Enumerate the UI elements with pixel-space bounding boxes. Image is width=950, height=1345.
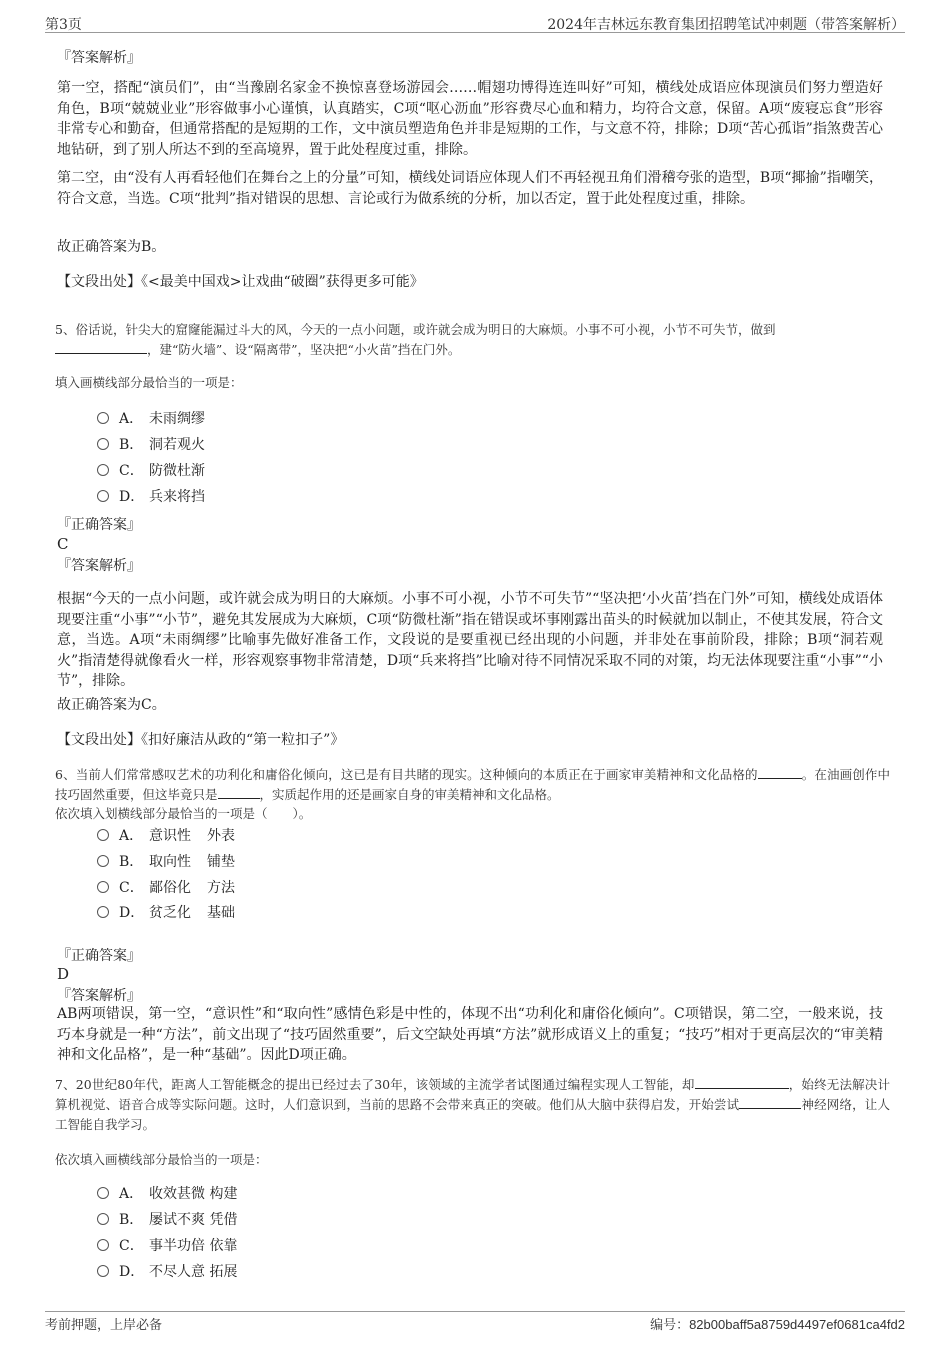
q5-analysis: 根据“今天的一点小问题，或许就会成为明日的大麻烦。小事不可小视，小节不可失节”“坚决把‘小火苗’挡在门外”可知，横线处成语体现要注重“小事”“小节”，避免其发展成为大麻烦，C项“防微杜渐”指在错误或坏事刚露出苗头的时候就加以制止，不使其发展，符合文意，当选。A项“未雨绸缪”比喻事先做好准备工作，文段说的是要重视已经出现的小问题，并非处在事前阶段，排除；B项“洞若观火”指清楚得就像看火一样，形容观察事物非常清楚，D项“兵来将挡”比喻对待不同情况采取不同的对策，均无法体现要注重“小事”“小节”，排除。 [57, 591, 883, 689]
q4-source: 【文段出处】《<最美中国戏>让戏曲“破圈”获得更多可能》 [57, 274, 424, 290]
q7-stem-a: 7、20世纪80年代，距离人工智能概念的提出已经过去了30年，该领域的主流学者试图通过编程实现人工智能，却 [55, 1077, 695, 1092]
option-text: 洞若观火 [149, 437, 205, 453]
option-text: 防微杜渐 [149, 463, 205, 479]
q4-conclusion: 故正确答案为B。 [57, 239, 166, 255]
option-key: D． [119, 905, 145, 921]
option-key: D． [119, 489, 145, 505]
q7-prompt: 依次填入画横线部分最恰当的一项是： [55, 1152, 268, 1167]
option-key: A． [119, 828, 144, 844]
radio-icon[interactable] [97, 1213, 109, 1225]
option-text: 收效甚微 构建 [149, 1186, 238, 1202]
option-key: A． [119, 1186, 144, 1202]
option-word-2: 方法 [207, 880, 235, 896]
document-code-label: 编号： [650, 1318, 690, 1333]
radio-icon[interactable] [97, 881, 109, 893]
q6-option-b[interactable] [97, 851, 235, 873]
q7-option-b[interactable] [97, 1209, 237, 1231]
option-word-2: 铺垫 [207, 854, 235, 870]
q5-option-c[interactable] [97, 460, 205, 482]
option-key: C． [119, 880, 144, 896]
radio-icon[interactable] [97, 1187, 109, 1199]
q5-analysis-label: 『答案解析』 [57, 558, 141, 574]
q6-analysis-label: 『答案解析』 [57, 988, 141, 1004]
q6-prompt: 依次填入划横线部分最恰当的一项是（ ）。 [55, 806, 312, 821]
q6-stem-a: 6、当前人们常常感叹艺术的功利化和庸俗化倾向，这已是有目共睹的现实。这种倾向的本质正在于画家审美精神和文化品格的 [55, 767, 758, 782]
q5-blank [55, 341, 147, 354]
q6-blank-1 [758, 766, 802, 779]
option-word-1: 取向性 [149, 854, 191, 870]
q5-stem-b: ，建“防火墙”、设“隔离带”，坚决把“小火苗”挡在门外。 [147, 342, 461, 357]
q5-correct-label: 『正确答案』 [57, 517, 141, 533]
q6-correct-answer: D [57, 965, 70, 983]
document-code-value: 82b00baff5a8759d4497ef0681ca4fd2 [689, 1317, 905, 1332]
option-text: 事半功倍 依靠 [149, 1238, 238, 1254]
q6-option-a[interactable] [97, 825, 235, 847]
q5-prompt: 填入画横线部分最恰当的一项是： [55, 375, 243, 390]
option-word-1: 鄙俗化 [149, 880, 191, 896]
q6-analysis: AB两项错误，第一空，“意识性”和“取向性”感情色彩是中性的，体现不出“功利化和庸俗化倾向”。C项错误，第二空，一般来说，技巧本身就是一种“方法”，前文出现了“技巧固然重要”，后文空缺处再填“方法”就形成语义上的重复；“技巧”相对于更高层次的“审美精神和文化品格”，是一种“基础”。因此D项正确。 [57, 1006, 883, 1063]
q6-option-c[interactable] [97, 877, 235, 899]
q4-analysis-p1: 第一空，搭配“演员们”，由“当豫剧名家金不换惊喜登场游园会……帽翅功博得连连叫好”可知，横线处成语应体现演员们努力塑造好角色，B项“兢兢业业”形容做事小心谨慎，认真踏实，C项“呕心沥血”形容费尽心血和精力，均符合文意，保留。A项“废寝忘食”形容非常专心和勤奋，但通常搭配的是短期的工作，文中演员塑造角色并非是短期的工作，与文意不符，排除；D项“苦心孤诣”指煞费苦心地钻研，到了别人所达不到的至高境界，置于此处程度过重，排除。 [57, 80, 883, 158]
footer-slogan: 考前押题，上岸必备 [45, 1318, 163, 1333]
q5-option-b[interactable] [97, 434, 205, 456]
option-key: C． [119, 463, 144, 479]
q6-correct-label: 『正确答案』 [57, 948, 141, 964]
radio-icon[interactable] [97, 464, 109, 476]
option-word-1: 贫乏化 [149, 905, 191, 921]
q5-option-d[interactable] [97, 486, 205, 508]
q7-stem-c: 神经网络，让人工智能自我学习。 [55, 1097, 890, 1132]
page-number: 第3页 [45, 17, 82, 33]
option-key: C． [119, 1238, 144, 1254]
option-key: B． [119, 854, 144, 870]
option-word-2: 基础 [207, 905, 235, 921]
q5-correct-answer: C [57, 535, 69, 553]
q7-stem-b: ，始终无法解决计算机视觉、语音合成等实际问题。这时，人们意识到，当前的思路不会带来真正的突破。他们从大脑中获得启发，开始尝试 [55, 1077, 890, 1112]
radio-icon[interactable] [97, 855, 109, 867]
q4-analysis-p2: 第二空，由“没有人再看轻他们在舞台之上的分量”可知，横线处词语应体现人们不再轻视丑角们滑稽夸张的造型，B项“揶揄”指嘲笑，符合文意，当选。C项“批判”指对错误的思想、言论或行为做系统的分析，加以否定，置于此处程度过重，排除。 [57, 170, 883, 207]
option-word-2: 外表 [207, 828, 235, 844]
q5-option-a[interactable] [97, 408, 205, 430]
option-key: B． [119, 437, 144, 453]
radio-icon[interactable] [97, 412, 109, 424]
radio-icon[interactable] [97, 490, 109, 502]
radio-icon[interactable] [97, 1265, 109, 1277]
radio-icon[interactable] [97, 829, 109, 841]
q5-conclusion: 故正确答案为C。 [57, 697, 166, 713]
header-divider [45, 32, 905, 33]
option-text: 屡试不爽 凭借 [149, 1212, 238, 1228]
q6-option-d[interactable] [97, 902, 235, 924]
q6-blank-2 [218, 786, 260, 799]
q5-stem [55, 320, 890, 360]
option-key: A． [119, 411, 144, 427]
document-title: 2024年吉林远东教育集团招聘笔试冲刺题（带答案解析） [547, 17, 905, 33]
document-code [650, 1314, 905, 1333]
option-word-1: 意识性 [149, 828, 191, 844]
q7-option-a[interactable] [97, 1183, 237, 1205]
q7-blank-1 [695, 1076, 789, 1089]
q5-stem-a: 5、俗话说，针尖大的窟窿能漏过斗大的风，今天的一点小问题，或许就会成为明日的大麻烦。小事不可小视，小节不可失节，做到 [55, 322, 776, 337]
radio-icon[interactable] [97, 1239, 109, 1251]
option-text: 兵来将挡 [149, 489, 205, 505]
q4-analysis-label: 『答案解析』 [57, 50, 141, 66]
q7-stem [55, 1075, 890, 1135]
q6-stem [55, 765, 890, 805]
option-key: B． [119, 1212, 144, 1228]
option-key: D． [119, 1264, 145, 1280]
footer-divider [45, 1311, 905, 1312]
option-text: 不尽人意 拓展 [149, 1264, 238, 1280]
q7-option-d[interactable] [97, 1261, 237, 1283]
radio-icon[interactable] [97, 438, 109, 450]
option-text: 未雨绸缪 [149, 411, 205, 427]
radio-icon[interactable] [97, 906, 109, 918]
q6-stem-c: ，实质起作用的还是画家自身的审美精神和文化品格。 [259, 787, 560, 802]
q7-blank-2 [739, 1096, 801, 1109]
q6-stem-b: 。在油画创作中技巧固然重要，但这毕竟只是 [55, 767, 890, 802]
q7-option-c[interactable] [97, 1235, 237, 1257]
q5-source: 【文段出处】《扣好廉洁从政的“第一粒扣子”》 [57, 732, 345, 748]
